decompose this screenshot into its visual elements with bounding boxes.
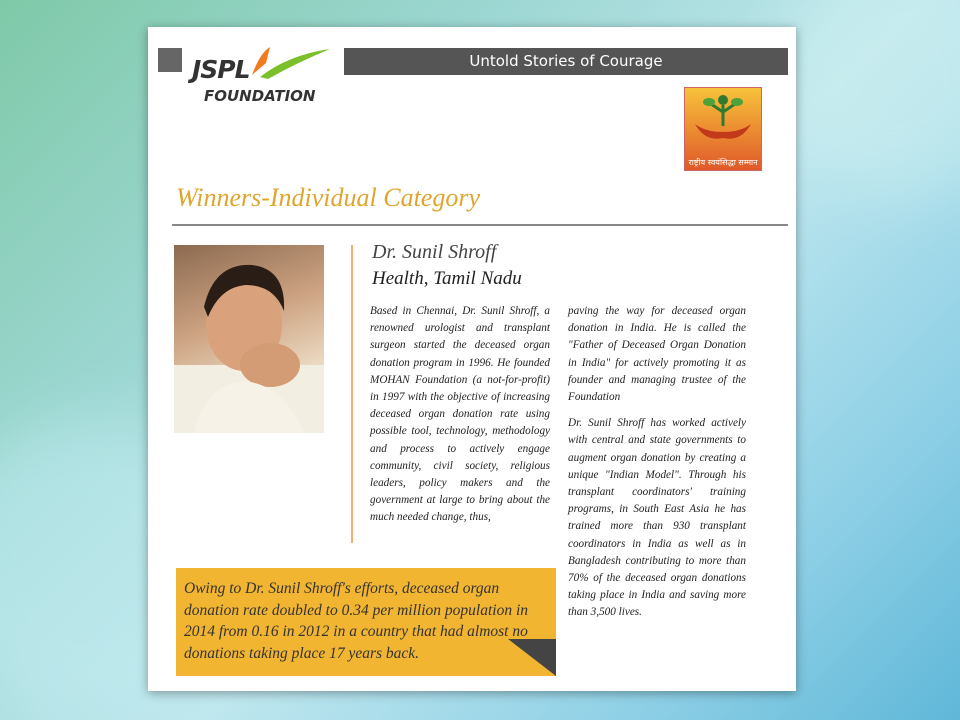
logo-foundation-text: FOUNDATION	[204, 87, 316, 105]
jspl-foundation-logo	[192, 39, 342, 109]
logo-jspl-text: JSPL	[192, 55, 250, 84]
body-paragraph: Dr. Sunil Shroff has worked actively with central and state governments to augment organ donation by creating a unique "Indian Model". Through his transplant coordinators' training programs, in South East Asia he has trained more than 930 transplant coordinators in India as well as in Bangladesh contributing to more than 70% of the deceased organ donations taking place in India and saving more than 3,500 lives.	[568, 417, 746, 619]
tree-hands-icon	[685, 88, 761, 152]
column-divider	[351, 245, 353, 543]
heading-rule	[172, 224, 788, 226]
background-glow	[780, 0, 960, 200]
section-heading: Winners-Individual Category	[176, 183, 481, 212]
header-banner: Untold Stories of Courage	[344, 48, 788, 75]
winner-photo	[174, 245, 324, 433]
callout-page-fold	[508, 639, 556, 676]
highlight-callout	[176, 568, 556, 676]
corner-marker	[158, 48, 182, 72]
portrait-image	[174, 245, 324, 433]
body-paragraph: paving the way for deceased organ donation in India. He is called the "Father of Deceased Organ Donation in India" for actively promoting it as founder and managing trustee of the Foundation	[568, 305, 746, 404]
callout-text: Owing to Dr. Sunil Shroff's efforts, deceased organ donation rate doubled to 0.34 per million population in 2014 from 0.16 in 2012 in a country that had almost no donations taking place 17 years back.	[184, 580, 529, 662]
award-emblem	[684, 87, 762, 171]
award-caption: राष्ट्रीय स्वयंसिद्धा सम्मान	[688, 158, 758, 167]
winner-category: Health, Tamil Nadu	[372, 268, 522, 289]
document-page	[148, 27, 796, 691]
body-column-2	[568, 303, 746, 631]
logo-swoosh-icon	[250, 45, 332, 81]
body-column-1: Based in Chennai, Dr. Sunil Shroff, a renowned urologist and transplant surgeon started the deceased organ donation program in 1996. He founded MOHAN Foundation (a not-for-profit) in 1997 with the objective of increasing deceased organ donation rate using possible tool, technology, methodology and process to actively engage community, civil society, religious leaders, policy makers and the government at large to bring about the much needed change, thus,	[370, 305, 550, 524]
winner-name: Dr. Sunil Shroff	[372, 241, 497, 263]
